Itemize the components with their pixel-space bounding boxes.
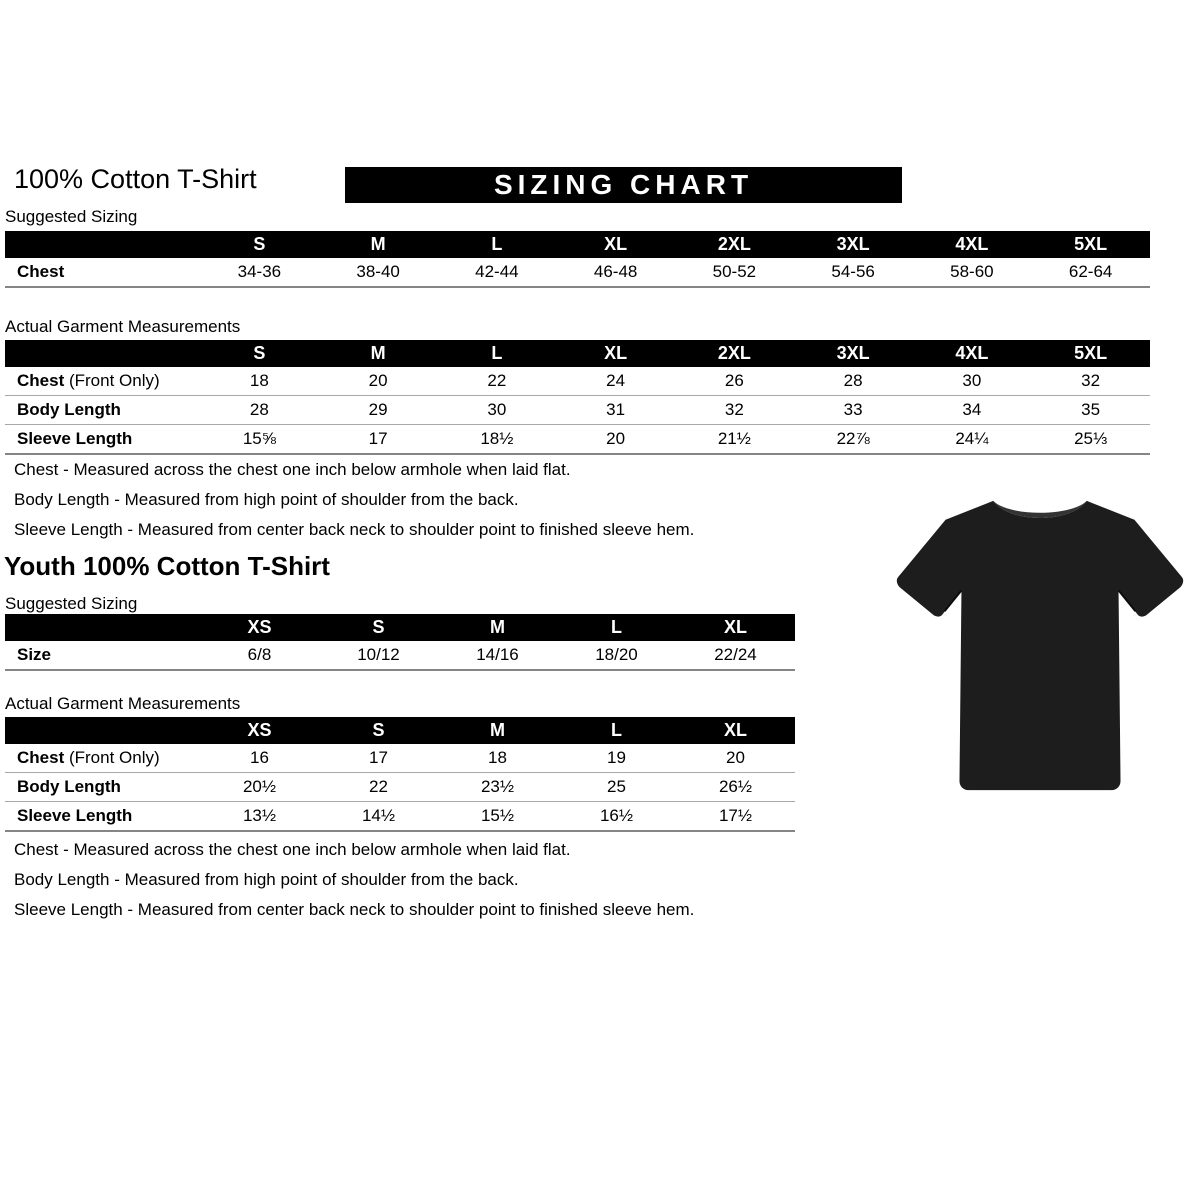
size-col-header: S bbox=[319, 717, 438, 744]
measurement-cell: 58-60 bbox=[913, 258, 1032, 287]
measurement-cell: 22/24 bbox=[676, 641, 795, 670]
size-col-header: 5XL bbox=[1031, 231, 1150, 258]
header-corner bbox=[5, 231, 200, 258]
measurement-cell: 18 bbox=[200, 367, 319, 396]
row-label-cell bbox=[5, 641, 200, 670]
measurement-cell: 19 bbox=[557, 744, 676, 773]
row-label: Sleeve Length bbox=[17, 806, 133, 825]
row-label-cell bbox=[5, 744, 200, 773]
size-col-header: XS bbox=[200, 614, 319, 641]
measurement-cell: 13½ bbox=[200, 802, 319, 832]
size-col-header: 3XL bbox=[794, 231, 913, 258]
tshirt-image bbox=[890, 477, 1190, 815]
size-col-header: M bbox=[319, 231, 438, 258]
row-label-suffix: (Front Only) bbox=[64, 748, 160, 767]
sizing-chart-banner-label: SIZING CHART bbox=[493, 169, 754, 200]
measurement-cell: 25⅓ bbox=[1031, 425, 1150, 455]
row-label-cell bbox=[5, 258, 200, 287]
measurement-note: Sleeve Length - Measured from center back neck to shoulder point to finished sleeve hem. bbox=[14, 900, 695, 919]
measurement-cell: 16½ bbox=[557, 802, 676, 832]
size-col-header: M bbox=[319, 340, 438, 367]
measurement-cell: 14/16 bbox=[438, 641, 557, 670]
measurement-cell: 22⅞ bbox=[794, 425, 913, 455]
measurement-cell: 24 bbox=[556, 367, 675, 396]
row-label-cell bbox=[5, 367, 200, 396]
header-corner bbox=[5, 614, 200, 641]
youth-measurement-notes bbox=[14, 840, 794, 930]
table-row bbox=[5, 802, 795, 832]
measurement-cell: 21½ bbox=[675, 425, 794, 455]
adult-suggested-sizing-table bbox=[5, 231, 1150, 288]
measurement-cell: 34 bbox=[913, 396, 1032, 425]
measurement-cell: 34-36 bbox=[200, 258, 319, 287]
measurement-cell: 46-48 bbox=[556, 258, 675, 287]
measurement-cell: 31 bbox=[556, 396, 675, 425]
measurement-cell: 26 bbox=[675, 367, 794, 396]
adult-measurement-notes bbox=[14, 460, 774, 550]
adult-actual-measurements-label: Actual Garment Measurements bbox=[5, 317, 241, 336]
measurement-cell: 14½ bbox=[319, 802, 438, 832]
size-col-header: L bbox=[438, 340, 557, 367]
size-col-header: L bbox=[557, 717, 676, 744]
page-title: 100% Cotton T-Shirt bbox=[14, 164, 257, 194]
adult-actual-measurements-table bbox=[5, 340, 1150, 455]
table-row bbox=[5, 744, 795, 773]
measurement-cell: 50-52 bbox=[675, 258, 794, 287]
measurement-note: Chest - Measured across the chest one inch below armhole when laid flat. bbox=[14, 460, 571, 479]
row-label: Chest bbox=[17, 371, 65, 390]
measurement-cell: 25 bbox=[557, 773, 676, 802]
table-header-row bbox=[5, 231, 1150, 258]
size-col-header: 5XL bbox=[1031, 340, 1150, 367]
adult-suggested-sizing-label: Suggested Sizing bbox=[5, 207, 138, 226]
size-col-header: S bbox=[200, 340, 319, 367]
row-label: Chest bbox=[17, 748, 65, 767]
size-col-header: XS bbox=[200, 717, 319, 744]
measurement-cell: 16 bbox=[200, 744, 319, 773]
row-label: Size bbox=[17, 645, 52, 664]
measurement-cell: 30 bbox=[913, 367, 1032, 396]
measurement-cell: 38-40 bbox=[319, 258, 438, 287]
measurement-note: Body Length - Measured from high point of shoulder from the back. bbox=[14, 490, 519, 509]
measurement-cell: 32 bbox=[675, 396, 794, 425]
row-label-cell bbox=[5, 425, 200, 455]
size-col-header: 4XL bbox=[913, 231, 1032, 258]
measurement-cell: 17 bbox=[319, 744, 438, 773]
measurement-cell: 6/8 bbox=[200, 641, 319, 670]
measurement-cell: 33 bbox=[794, 396, 913, 425]
measurement-cell: 20 bbox=[676, 744, 795, 773]
size-col-header: L bbox=[557, 614, 676, 641]
table-row bbox=[5, 258, 1150, 287]
measurement-cell: 17 bbox=[319, 425, 438, 455]
measurement-cell: 20 bbox=[556, 425, 675, 455]
measurement-cell: 10/12 bbox=[319, 641, 438, 670]
youth-title: Youth 100% Cotton T-Shirt bbox=[4, 551, 330, 581]
measurement-note: Chest - Measured across the chest one inch below armhole when laid flat. bbox=[14, 840, 571, 859]
header-corner bbox=[5, 717, 200, 744]
size-col-header: XL bbox=[676, 614, 795, 641]
measurement-cell: 29 bbox=[319, 396, 438, 425]
measurement-cell: 18 bbox=[438, 744, 557, 773]
tshirt-silhouette bbox=[897, 501, 1183, 790]
measurement-cell: 15½ bbox=[438, 802, 557, 832]
youth-suggested-sizing-table bbox=[5, 614, 795, 671]
table-header-row bbox=[5, 340, 1150, 367]
measurement-cell: 20½ bbox=[200, 773, 319, 802]
size-col-header: S bbox=[319, 614, 438, 641]
row-label: Sleeve Length bbox=[17, 429, 133, 448]
size-col-header: 2XL bbox=[675, 340, 794, 367]
header-corner bbox=[5, 340, 200, 367]
row-label-cell bbox=[5, 802, 200, 832]
row-label-suffix: (Front Only) bbox=[64, 371, 160, 390]
row-label: Body Length bbox=[17, 400, 121, 419]
measurement-note: Body Length - Measured from high point of shoulder from the back. bbox=[14, 870, 519, 889]
table-row bbox=[5, 425, 1150, 455]
table-header-row bbox=[5, 614, 795, 641]
size-col-header: 4XL bbox=[913, 340, 1032, 367]
measurement-cell: 28 bbox=[200, 396, 319, 425]
measurement-cell: 15⅝ bbox=[200, 425, 319, 455]
table-row bbox=[5, 367, 1150, 396]
measurement-cell: 30 bbox=[438, 396, 557, 425]
measurement-cell: 17½ bbox=[676, 802, 795, 832]
size-col-header: XL bbox=[676, 717, 795, 744]
size-col-header: M bbox=[438, 717, 557, 744]
measurement-cell: 54-56 bbox=[794, 258, 913, 287]
measurement-cell: 42-44 bbox=[438, 258, 557, 287]
row-label: Body Length bbox=[17, 777, 121, 796]
size-col-header: XL bbox=[556, 231, 675, 258]
row-label-cell bbox=[5, 396, 200, 425]
measurement-note: Sleeve Length - Measured from center back neck to shoulder point to finished sleeve hem. bbox=[14, 520, 695, 539]
size-col-header: XL bbox=[556, 340, 675, 367]
measurement-cell: 24¼ bbox=[913, 425, 1032, 455]
table-header-row bbox=[5, 717, 795, 744]
measurement-cell: 23½ bbox=[438, 773, 557, 802]
measurement-cell: 28 bbox=[794, 367, 913, 396]
size-col-header: 2XL bbox=[675, 231, 794, 258]
youth-suggested-sizing-label: Suggested Sizing bbox=[5, 594, 138, 613]
measurement-cell: 26½ bbox=[676, 773, 795, 802]
size-col-header: S bbox=[200, 231, 319, 258]
measurement-cell: 22 bbox=[319, 773, 438, 802]
table-row bbox=[5, 641, 795, 670]
table-row bbox=[5, 396, 1150, 425]
size-col-header: M bbox=[438, 614, 557, 641]
measurement-cell: 35 bbox=[1031, 396, 1150, 425]
measurement-cell: 22 bbox=[438, 367, 557, 396]
measurement-cell: 32 bbox=[1031, 367, 1150, 396]
youth-actual-measurements-table bbox=[5, 717, 795, 832]
measurement-cell: 18½ bbox=[438, 425, 557, 455]
row-label: Chest bbox=[17, 262, 65, 281]
measurement-cell: 20 bbox=[319, 367, 438, 396]
size-col-header: L bbox=[438, 231, 557, 258]
sizing-chart-banner bbox=[345, 167, 902, 203]
youth-actual-measurements-label: Actual Garment Measurements bbox=[5, 694, 241, 713]
table-row bbox=[5, 773, 795, 802]
measurement-cell: 18/20 bbox=[557, 641, 676, 670]
row-label-cell bbox=[5, 773, 200, 802]
measurement-cell: 62-64 bbox=[1031, 258, 1150, 287]
size-col-header: 3XL bbox=[794, 340, 913, 367]
